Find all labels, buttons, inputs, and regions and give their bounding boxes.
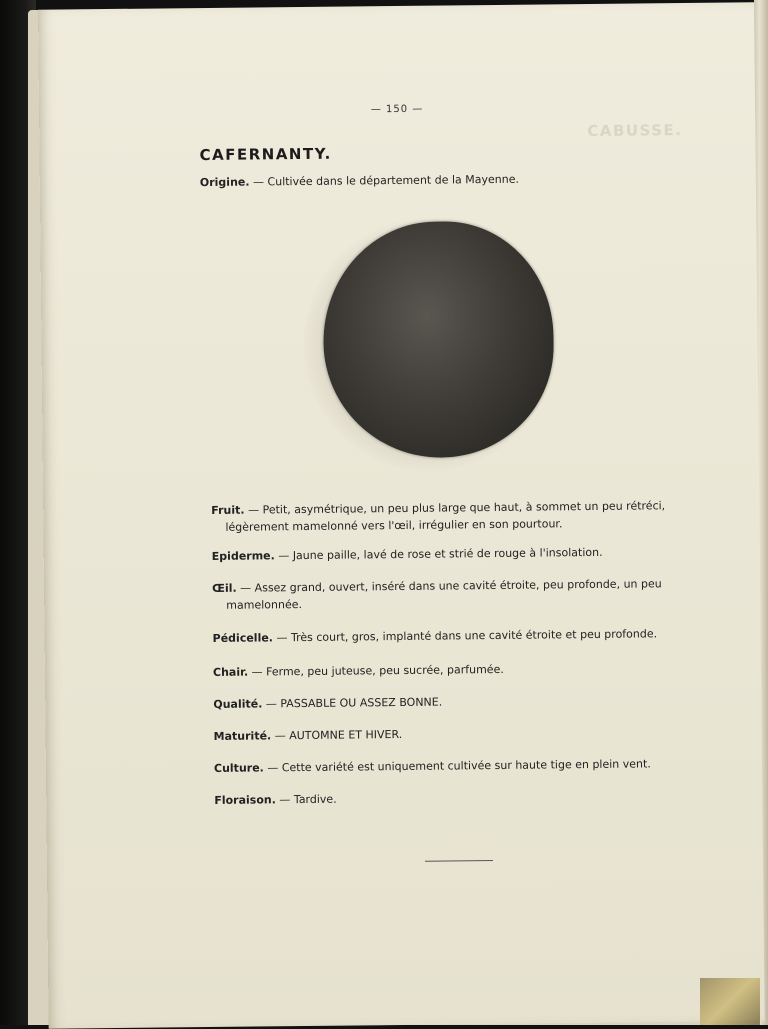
page-number: — 150 — (370, 103, 424, 116)
section-divider (425, 860, 493, 862)
desc-text-cont: légèrement mamelonné vers l'œil, irrégulier en son pourtour. (225, 517, 563, 534)
desc-label: Epiderme. (211, 549, 275, 563)
page-title: CAFERNANTY. (199, 144, 332, 165)
desc-pedicelle (213, 625, 713, 647)
desc-text: — Cette variété est uniquement cultivée sur haute tige en plein vent. (267, 757, 651, 775)
desc-text: — Assez grand, ouvert, inséré dans une cavité étroite, peu profonde, un peu (240, 577, 662, 595)
watermark-logo-icon (700, 978, 760, 1025)
origin-line (200, 173, 519, 189)
desc-text: — PASSABLE OU ASSEZ BONNE. (265, 695, 443, 711)
apple-photo-icon (322, 220, 554, 458)
desc-fruit (211, 497, 711, 536)
desc-text: — AUTOMNE ET HIVER. (274, 727, 403, 743)
desc-text-cont: mamelonnée. (226, 598, 303, 612)
desc-epiderme (212, 543, 712, 565)
desc-label: Culture. (213, 761, 264, 775)
desc-text: — Très court, gros, implanté dans une cavité étroite et peu profonde. (276, 627, 658, 645)
desc-chair (213, 659, 713, 681)
desc-text: — Jaune paille, lavé de rose et strié de rouge à l'insolation. (278, 545, 603, 563)
desc-text: — Ferme, peu juteuse, peu sucrée, parfumée. (251, 662, 504, 679)
desc-qualite (213, 691, 713, 713)
bleed-through-title: CABUSSE. (587, 121, 683, 141)
book-page (38, 2, 765, 1028)
desc-text: — Tardive. (279, 792, 337, 807)
desc-text: — Petit, asymétrique, un peu plus large que haut, à sommet un peu rétréci, (247, 499, 666, 517)
origin-text: — Cultivée dans le département de la Mayenne. (252, 172, 520, 189)
desc-maturite (214, 723, 714, 745)
desc-label: Maturité. (213, 729, 272, 743)
desc-culture (214, 755, 714, 777)
origin-label: Origine. (199, 175, 250, 190)
desc-label: Qualité. (213, 697, 263, 711)
desc-label: Floraison. (214, 793, 276, 807)
desc-label: Fruit. (211, 503, 245, 517)
desc-oeil (212, 575, 712, 614)
desc-label: Œil. (212, 581, 237, 595)
desc-label: Chair. (212, 665, 249, 679)
desc-label: Pédicelle. (212, 631, 274, 645)
desc-floraison (214, 787, 714, 809)
